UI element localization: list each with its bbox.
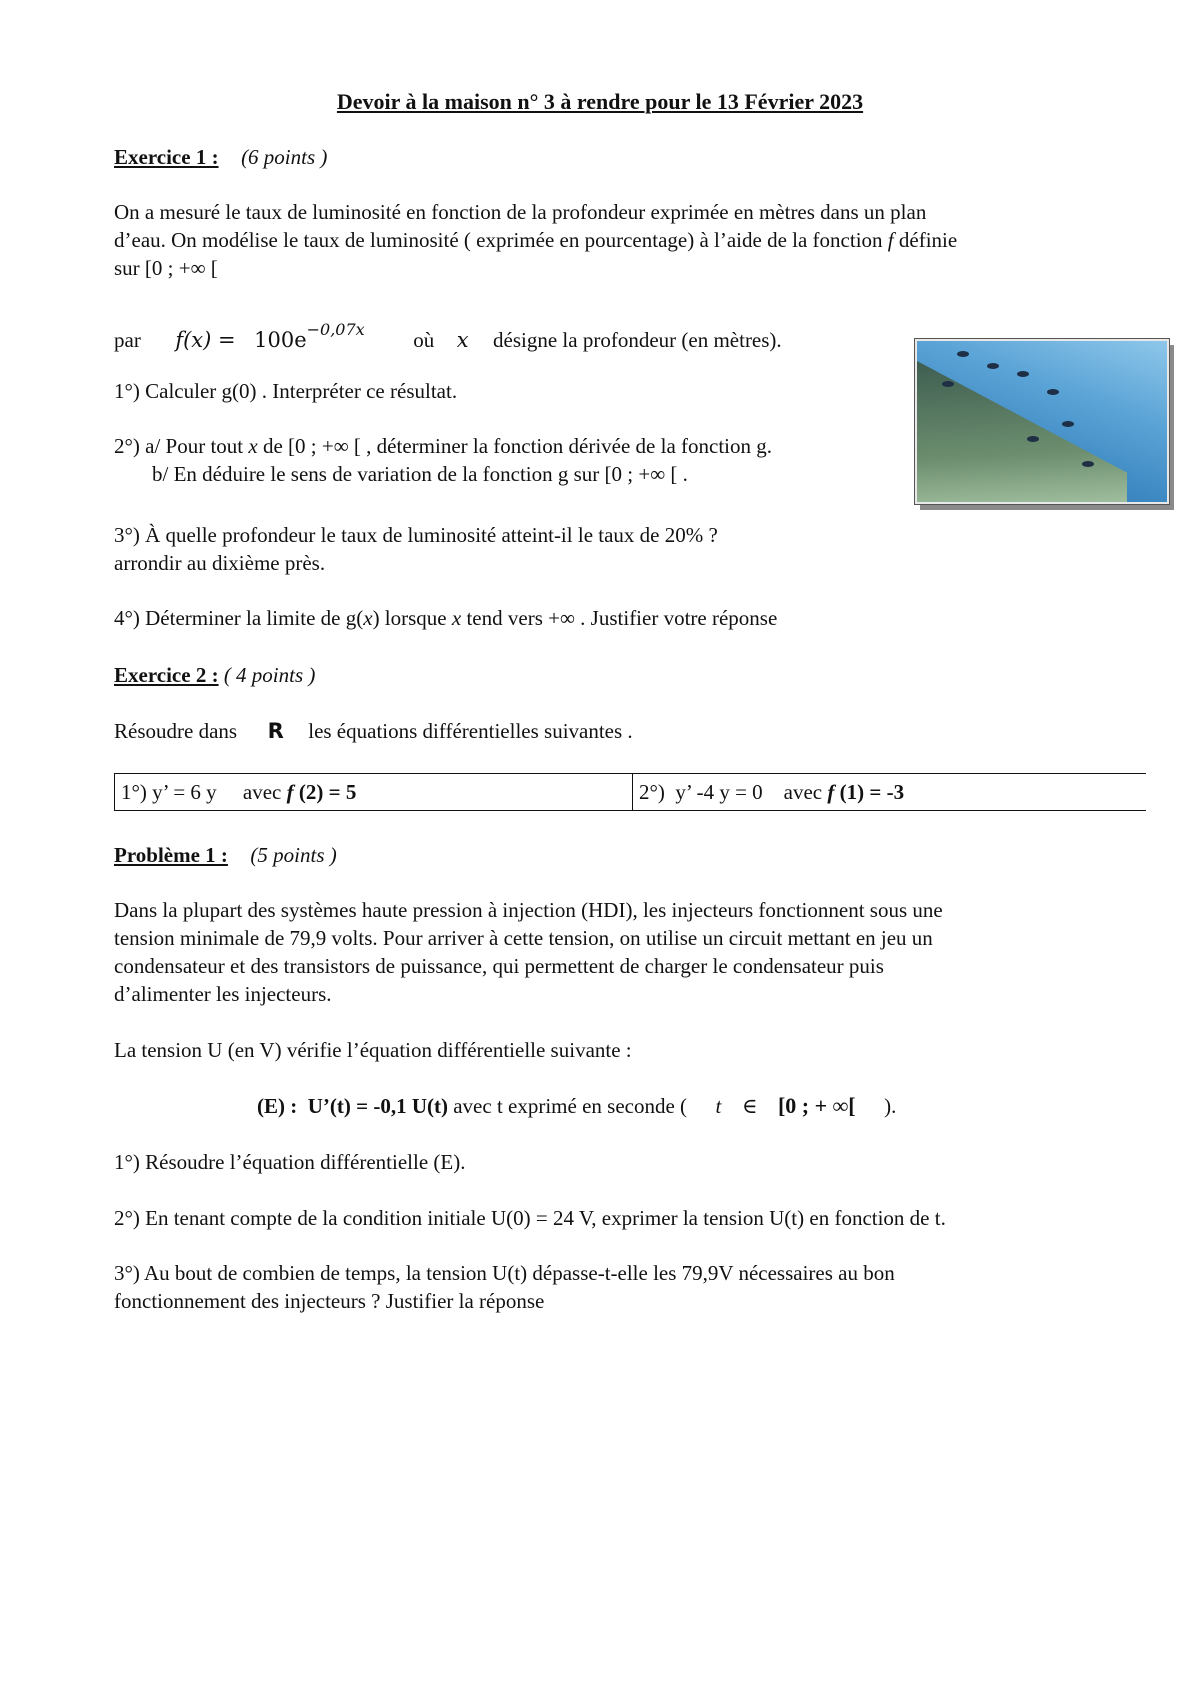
ex1-intro-line-2	[114, 227, 957, 253]
function-f: f	[887, 228, 894, 252]
ex1-heading-line	[114, 144, 327, 170]
par-word: par	[114, 328, 141, 352]
equations-table	[114, 773, 1146, 811]
pb1-paragraph-line-3: condensateur et des transistors de puissance, qui permettent de charger le condensateur puis	[114, 954, 884, 978]
ex2-points: ( 4 points )	[223, 663, 316, 687]
formula-description: désigne la profondeur (en mètres).	[493, 328, 782, 352]
ex2-heading: Exercice 2 :	[114, 663, 219, 687]
fish-shape	[1047, 389, 1059, 395]
element-of-symbol: ∈	[741, 1094, 758, 1118]
pb1-paragraph-line-4: d’alimenter les injecteurs.	[114, 982, 332, 1006]
eq1-text: 1°) y’ = 6 y avec	[121, 779, 287, 804]
q4-text: 4°) Déterminer la limite de g(	[114, 606, 364, 630]
function-f: f	[827, 779, 835, 804]
ou-word: où	[413, 328, 435, 352]
ex1-intro-line-3: sur [0 ; +∞ [	[114, 256, 218, 280]
equation-cell-2	[633, 774, 1147, 811]
pb1-heading-line	[114, 842, 337, 868]
interval: [0 ; + ∞[	[777, 1093, 856, 1118]
fish-shape	[957, 351, 969, 357]
ex1-intro-line-1: On a mesuré le taux de luminosité en fonction de la profondeur exprimée en mètres dans un plan	[114, 200, 927, 224]
ex1-question-4	[114, 605, 777, 631]
fish-shape	[987, 363, 999, 369]
pb1-question-1: 1°) Résoudre l’équation différentielle (E).	[114, 1150, 466, 1174]
q2a-text: 2°) a/ Pour tout	[114, 434, 249, 458]
variable-x: x	[248, 434, 258, 458]
table-row	[115, 774, 1147, 811]
fish-shape	[942, 381, 954, 387]
fish-shape	[1062, 421, 1074, 427]
eq2-text: 2°) y’ -4 y = 0 avec	[639, 779, 828, 804]
variable-t: t	[715, 1094, 722, 1118]
ex1-question-3-line-1: 3°) À quelle profondeur le taux de luminosité atteint-il le taux de 20% ?	[114, 523, 718, 547]
equation-end: ).	[884, 1094, 897, 1118]
ex1-question-1: 1°) Calculer g(0) . Interpréter ce résultat.	[114, 379, 458, 403]
pb1-question-2: 2°) En tenant compte de la condition initiale U(0) = 24 V, exprimer la tension U(t) en fonction de t.	[114, 1206, 946, 1230]
ex2-intro-text-end: les équations différentielles suivantes .	[308, 719, 633, 743]
ex1-intro-text: d’eau. On modélise le taux de luminosité ( exprimée en pourcentage) à l’aide de la fonction	[114, 228, 888, 252]
formula-base: 100e	[254, 328, 307, 352]
pb1-heading: Problème 1 :	[114, 843, 228, 867]
variable-x: x	[456, 328, 469, 352]
document-title: Devoir à la maison n° 3 à rendre pour le 13 Février 2023	[336, 89, 864, 114]
function-f: f	[286, 779, 294, 804]
pb1-equation	[257, 1093, 896, 1119]
formula-lhs: f(x) =	[175, 328, 236, 352]
pb1-question-3-line-2: fonctionnement des injecteurs ? Justifier la réponse	[114, 1289, 545, 1313]
pb1-points: (5 points )	[250, 843, 337, 867]
ex2-heading-line	[114, 662, 315, 688]
formula-line	[114, 321, 782, 353]
q4-text-end: tend vers +∞ . Justifier votre réponse	[461, 606, 778, 630]
fish-shape	[1017, 371, 1029, 377]
formula-exponent: −0,07x	[306, 320, 365, 339]
variable-x: x	[451, 606, 462, 630]
ex1-question-3-line-2: arrondir au dixième près.	[114, 551, 326, 575]
ex1-question-2b: b/ En déduire le sens de variation de la fonction g sur [0 ; +∞ [ .	[152, 462, 688, 486]
underwater-photo	[915, 339, 1169, 504]
formula-rhs	[254, 320, 365, 352]
pb1-question-3-line-1: 3°) Au bout de combien de temps, la tension U(t) dépasse-t-elle les 79,9V nécessaires au bon	[114, 1261, 895, 1285]
equation-E: (E) : U’(t) = -0,1 U(t)	[257, 1094, 448, 1118]
ex1-intro-text-end: définie	[893, 228, 958, 252]
equation-cell-1	[115, 774, 633, 811]
ex1-question-2a	[114, 433, 772, 459]
pb1-paragraph-line-2: tension minimale de 79,9 volts. Pour arriver à cette tension, on utilise un circuit mettant en jeu un	[114, 926, 933, 950]
q2a-text-end: de [0 ; +∞ [ , déterminer la fonction dérivée de la fonction g.	[257, 434, 773, 458]
variable-x: x	[363, 606, 373, 630]
eq1-condition: (2) = 5	[293, 779, 357, 804]
equation-text: avec t exprimé en seconde (	[447, 1094, 688, 1118]
ex2-intro	[114, 718, 633, 744]
q4-text-mid: ) lorsque	[372, 606, 452, 630]
ex1-heading: Exercice 1 :	[114, 145, 219, 169]
ex1-points: (6 points )	[241, 145, 328, 169]
fish-shape	[1027, 436, 1039, 442]
real-numbers-symbol: R	[267, 719, 284, 743]
fish-shape	[1082, 461, 1094, 467]
pb1-equation-intro: La tension U (en V) vérifie l’équation différentielle suivante :	[114, 1038, 632, 1062]
pb1-paragraph-line-1: Dans la plupart des systèmes haute pression à injection (HDI), les injecteurs fonctionnent sous une	[114, 898, 943, 922]
ex2-intro-text: Résoudre dans	[114, 719, 238, 743]
eq2-condition: (1) = -3	[834, 779, 905, 804]
